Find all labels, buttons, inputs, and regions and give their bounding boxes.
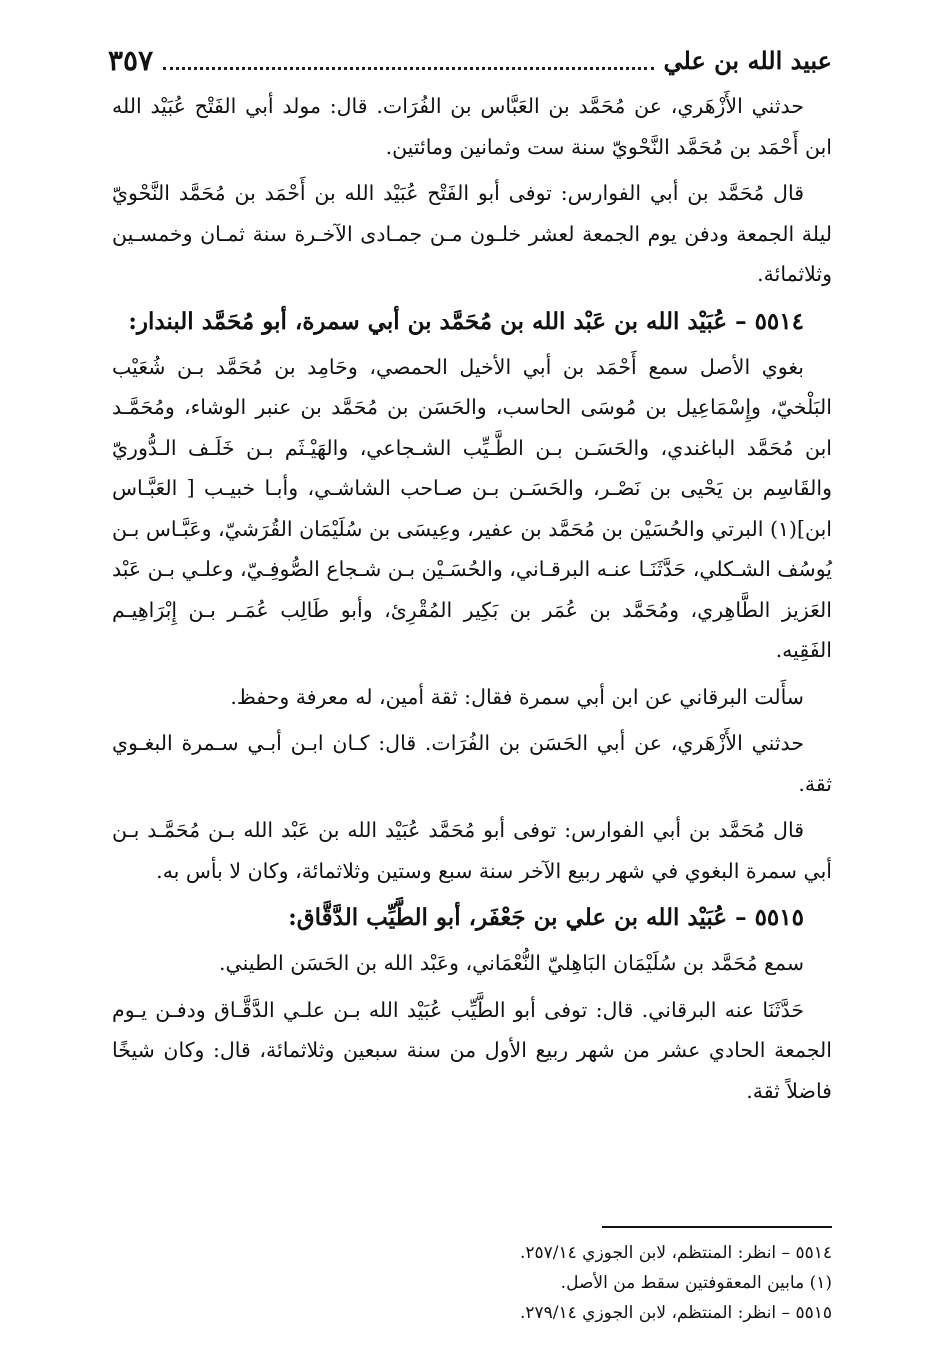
page-header (108, 38, 832, 82)
paragraph: سمع مُحَمَّد بن سُلَيْمَان البَاهِليّ النُّعْمَاني، وعَبْد الله بن الحَسَن الطيني. (218, 951, 804, 975)
entry-title: عُبَيْد الله بن علي بن جَعْفَر، أبو الطَّيِّب الدَّقَّاق: (288, 904, 728, 931)
page-body (112, 86, 832, 1117)
page-number: ٣٥٧ (108, 43, 154, 77)
footnote: (١) مابين المعقوفتين سقط من الأصل. (560, 1273, 832, 1293)
entry-number: ٥٥١٥ – (735, 904, 804, 931)
entry-title: عُبَيْد الله بن عَبْد الله بن مُحَمَّد بن أبي سمرة، أبو مُحَمَّد البندار: (128, 307, 728, 335)
header-dotted-leader (163, 67, 653, 70)
paragraph: قال مُحَمَّد بن أبي الفوارس: توفى أبو الفَتْح عُبَيْد الله بن أَحْمَد بن مُحَمَّد النَّحْويّ ليلة الجمعة ودفن يوم الجمعة لعشر خلـون مـن جمـادى الآخـرة سنة ثمـان وخمسـين وثلاثمائة. (112, 181, 832, 286)
entry-number: ٥٥١٤ – (735, 307, 804, 335)
paragraph: قال مُحَمَّد بن أبي الفوارس: توفى أبو مُحَمَّد عُبَيْد الله بن عَبْد الله بـن مُحَمَّـد بـن أبي سمرة البغوي في شهر ربيع الآخر سنة سبع وستين وثلاثمائة، وكان لا بأس به. (112, 818, 832, 883)
footnotes (112, 1238, 832, 1328)
paragraph: حَدَّثَنَا عنه البرقاني. قال: توفى أبو الطَّيِّب عُبَيْد الله بـن علـي الدَّقَّـاق ودفـن يـوم الجمعة الحادي عشر من شهر ربيع الأول من سنة سبعين وثلاثمائة، قال: وكان شيخًا فاضلاً ثقة. (112, 997, 832, 1103)
paragraph: حدثني الأَزْهَري، عن مُحَمَّد بن العَبَّاس بن الفُرَات. قال: مولد أبي الفَتْح عُبَيْد الله ابن أَحْمَد بن مُحَمَّد النَّحْويّ سنة ست وثمانين ومائتين. (112, 94, 832, 159)
running-title: عبيد الله بن علي (663, 45, 832, 75)
paragraph: سأَلت البرقاني عن ابن أبي سمرة فقال: ثقة أمين، له معرفة وحفظ. (230, 684, 804, 709)
paragraph: بغوي الأصل سمع أَحْمَد بن أبي الأخيل الحمصي، وحَامِد بن مُحَمَّد بـن شُعَيْب البَلْخيّ، وإِسْمَاعِيل بن مُوسَى الحاسب، والحَسَن بن مُحَمَّد بن عنبر الوشاء، ومُحَمَّـد ابن مُحَمَّد الباغندي، والحَسَـن بـن الطَّـيِّب الشـجاعي، والهَيْـثَم بـن خَلَـف الـدُّوريّ والقَاسِم بن يَحْيى بن نَصْـر، والحَسَـن بـن صـاحب الشاشـي، وأبـا خبيـب [ العَبَّـاس ابن](١) البرتي والحُسَيْن بن مُحَمَّد بن عفير، وعِيسَى بن سُلَيْمَان القُرَشيّ، وعَبَّـاس بـن يُوسُف الشـكلي، حَدَّثَنَـا عنـه البرقـاني، والحُسَـيْن بـن شـجاع الصُّوفِـيّ، وعلـي بـن عَبْد العَزيز الطَّاهِري، ومُحَمَّد بن عُمَر بن بَكِير المُقْرِئ، وأبو طَالِب عُمَـر بـن إِبْرَاهِيـم الفَقِيه. (111, 354, 832, 662)
footnote: ٥٥١٥ – انظر: المنتظم، لابن الجوزي ٢٧٩/١٤. (519, 1303, 832, 1323)
paragraph: حدثني الأَزْهَري، عن أبي الحَسَن بن الفُرَات. قال: كـان ابـن أبـي سـمرة البغـوي ثقة. (112, 731, 832, 796)
footnote: ٥٥١٤ – انظر: المنتظم، لابن الجوزي ٢٥٧/١٤. (519, 1243, 832, 1263)
footnote-separator (602, 1226, 832, 1228)
entry-heading-5515 (112, 897, 832, 939)
entry-heading-5514 (112, 301, 832, 343)
